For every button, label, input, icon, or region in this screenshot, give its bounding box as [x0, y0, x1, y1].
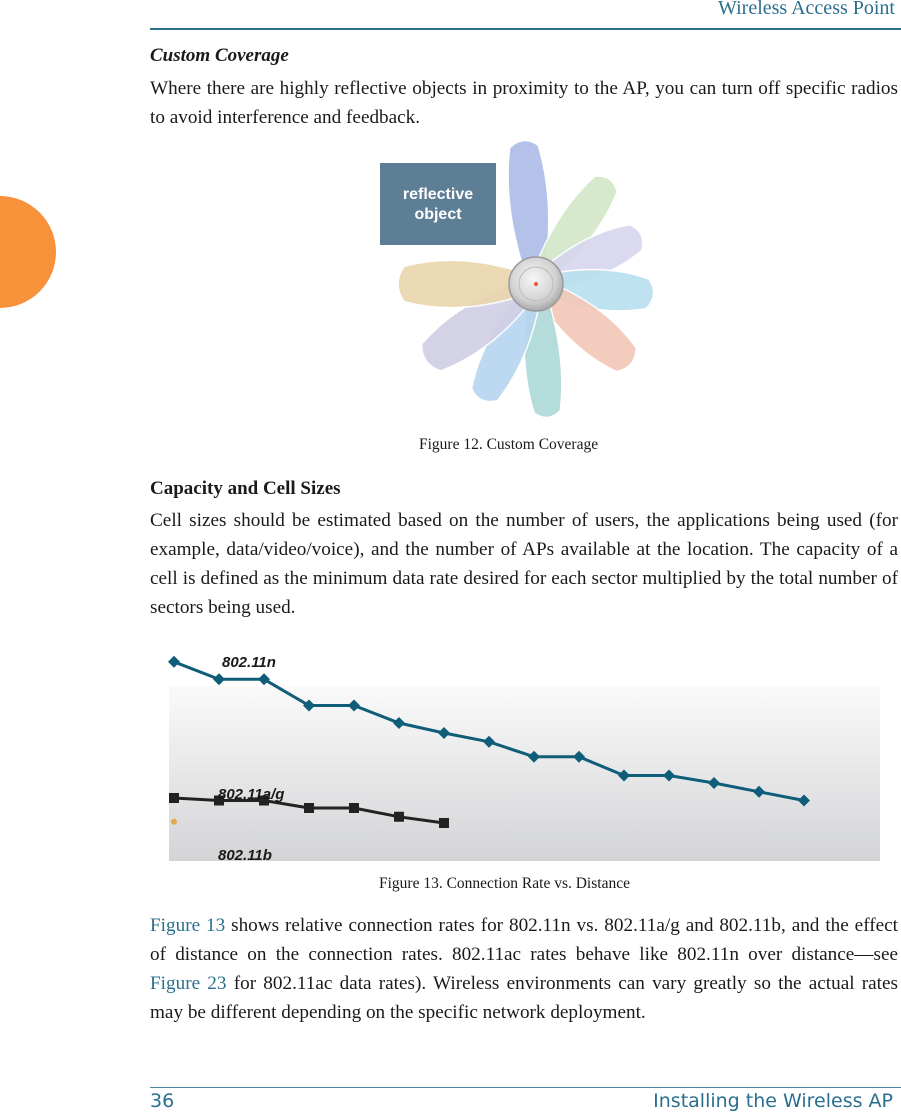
point-80211n-1 — [168, 656, 180, 668]
page-number: 36 — [150, 1090, 175, 1112]
chart-background — [169, 686, 880, 861]
legend-80211ag: 802.11a/g — [218, 786, 285, 803]
custom-coverage-paragraph — [150, 74, 898, 132]
custom-coverage-text: Where there are highly reflective objects in proximity to the AP, you can turn off specific radios to avoid interference and feedback. — [150, 78, 898, 128]
legend-80211b: 802.11b — [218, 847, 272, 864]
header-rule — [150, 28, 901, 30]
body-text-a: shows relative connection rates for 802.11n vs. 802.11a/g and 802.11b, and the effect of distance on the connection rates. 802.11ac rates behave like 802.11n over distance—see — [150, 915, 898, 965]
footer-rule — [150, 1087, 901, 1088]
body-text-b: for 802.11ac data rates). Wireless environments can vary greatly so the actual rates may be different depending on the specific network deployment. — [150, 973, 898, 1023]
reflective-object-label-line1: reflective — [402, 186, 474, 203]
capacity-paragraph — [150, 506, 898, 622]
figure-12-caption: Figure 12. Custom Coverage — [419, 436, 599, 453]
point-80211ag-1 — [169, 793, 179, 803]
capacity-heading: Capacity and Cell Sizes — [150, 478, 341, 499]
reflective-object-label-line2: object — [414, 206, 462, 223]
point-80211n-2 — [213, 673, 225, 685]
chapter-edge-tab — [0, 196, 56, 308]
legend-80211n: 802.11n — [222, 654, 276, 671]
connection-rate-chart — [150, 640, 890, 870]
chapter-title: Installing the Wireless AP — [653, 1090, 893, 1112]
figure-23-link[interactable]: Figure 23 — [150, 973, 227, 994]
point-80211ag-5 — [349, 803, 359, 813]
point-80211ag-4 — [304, 803, 314, 813]
custom-coverage-figure — [360, 140, 720, 425]
custom-coverage-heading: Custom Coverage — [150, 45, 289, 66]
reflective-object-box — [380, 163, 496, 245]
capacity-text: Cell sizes should be estimated based on the number of users, the applications being used (for example, data/video/voice), and the number of APs available at the location. The capacity of a cell is defined as the minimum data rate desired for each sector multiplied by the total number of sectors being used. — [150, 510, 898, 618]
body-paragraph — [150, 911, 898, 1027]
figure-13-caption: Figure 13. Connection Rate vs. Distance — [379, 875, 630, 892]
point-80211ag-6 — [394, 812, 404, 822]
point-80211ag-7 — [439, 818, 449, 828]
point-80211b-1 — [171, 819, 177, 825]
figure-13-link[interactable]: Figure 13 — [150, 915, 226, 936]
running-head: Wireless Access Point — [718, 0, 895, 19]
